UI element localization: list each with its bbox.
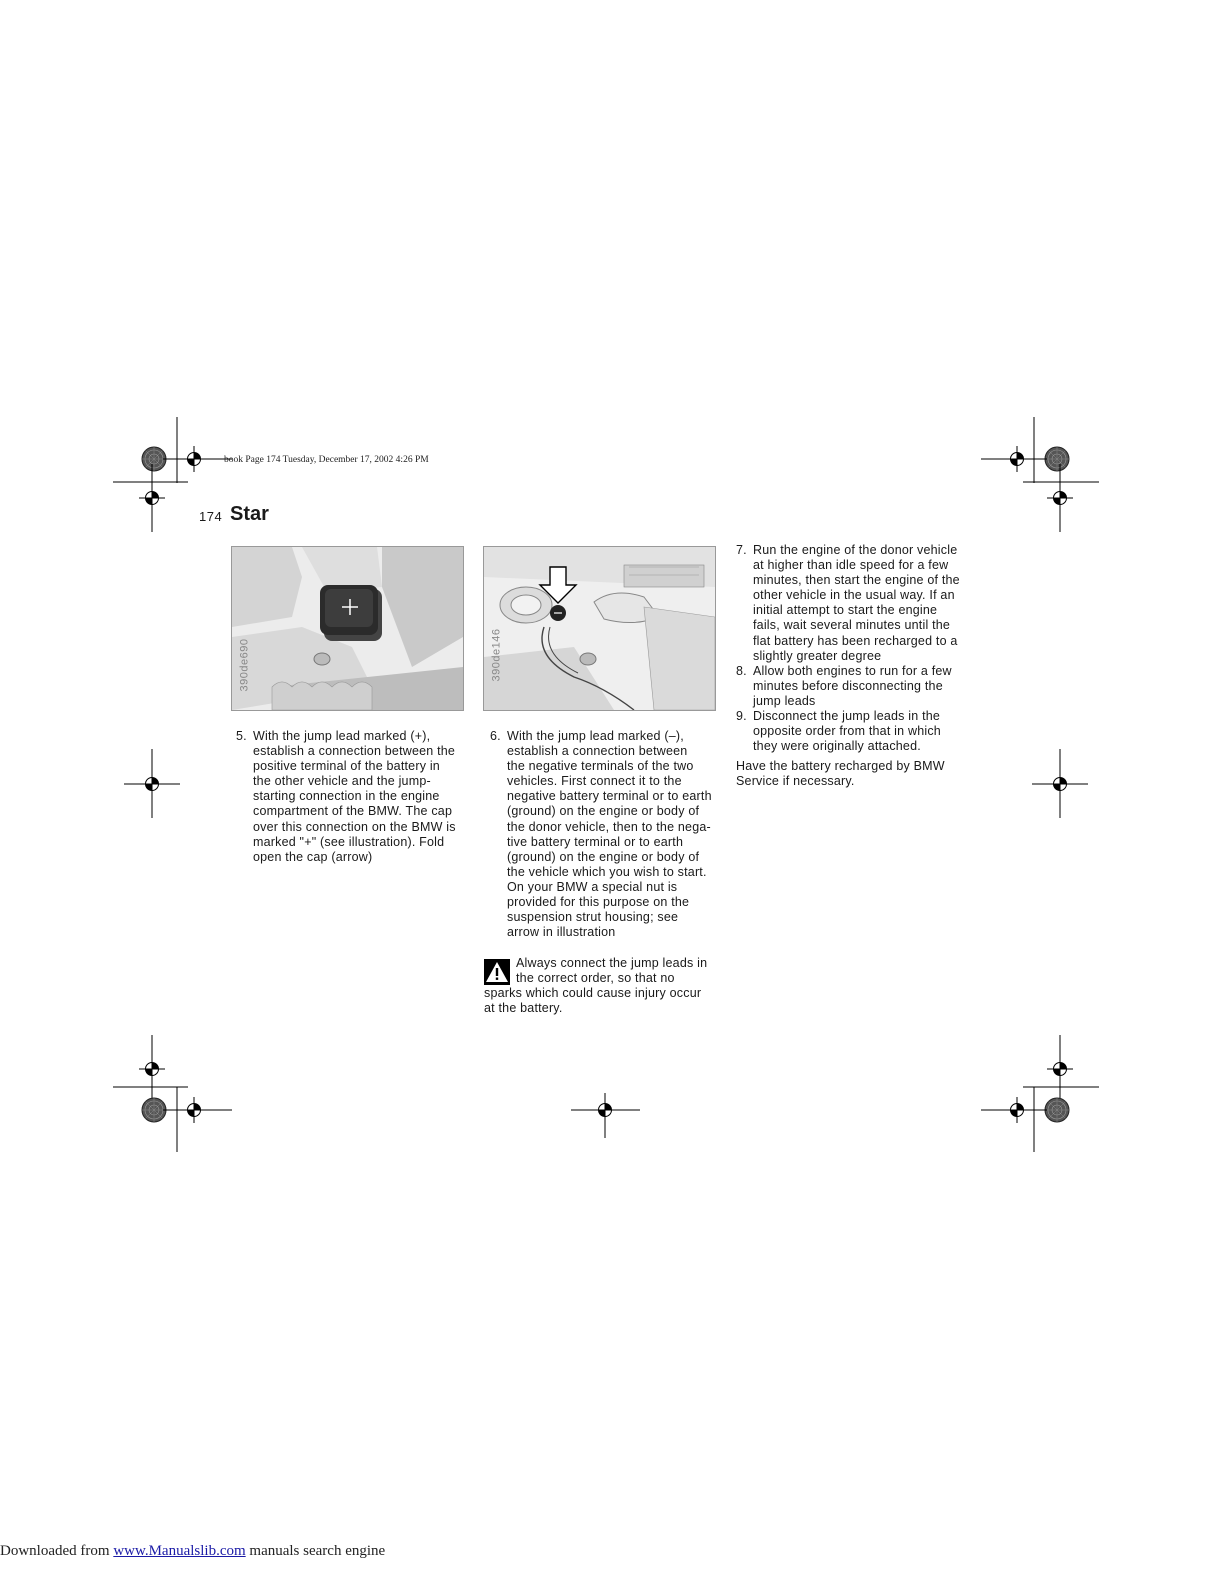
warning-note xyxy=(484,956,729,1016)
text-line: positive terminal of the battery in xyxy=(253,759,440,774)
text-line: suspension strut housing; see xyxy=(507,910,679,925)
manualslib-link[interactable]: www.Manualslib.com xyxy=(113,1543,246,1559)
text-line: over this connection on the BMW is xyxy=(253,819,456,834)
text-line: tive battery terminal or to earth xyxy=(507,834,684,849)
text-line: the other vehicle and the jump- xyxy=(253,774,431,789)
figure-code: 390de146 xyxy=(490,628,503,682)
positive-terminal-illustration xyxy=(232,547,463,710)
middle-column xyxy=(490,729,730,940)
text-line: opposite order from that in which xyxy=(753,724,941,739)
list-item xyxy=(736,709,986,754)
closing-paragraph xyxy=(736,759,986,789)
list-text xyxy=(753,543,986,664)
text-line: (ground) on the engine or body of xyxy=(507,849,700,864)
text-line: open the cap (arrow) xyxy=(253,849,373,864)
list-text xyxy=(753,709,986,754)
text-line: vehicles. First connect it to the xyxy=(507,774,682,789)
figure-positive-terminal xyxy=(231,546,464,711)
list-number: 9. xyxy=(736,709,747,724)
list-item xyxy=(736,543,986,664)
text-line: Disconnect the jump leads in the xyxy=(753,709,941,724)
page-number: 174 xyxy=(199,509,223,524)
text-line: at higher than idle speed for a few xyxy=(753,558,949,573)
text-line: With the jump lead marked (–), xyxy=(507,729,684,743)
text-line: marked "+" (see illustration). Fold xyxy=(253,834,445,849)
footer xyxy=(0,1543,385,1560)
text-line: With the jump lead marked (+), xyxy=(253,729,431,743)
text-line: Have the battery recharged by BMW xyxy=(736,759,945,774)
text-line: they were originally attached. xyxy=(753,739,921,754)
text-line: establish a connection between the xyxy=(253,744,456,759)
text-line: negative battery terminal or to earth xyxy=(507,789,712,804)
figure-negative-nut xyxy=(483,546,716,711)
text-line: at the battery. xyxy=(484,1001,563,1016)
text-line: the donor vehicle, then to the nega- xyxy=(507,819,711,834)
text-line: fails, wait several minutes until the xyxy=(753,618,951,633)
text-line: the correct order, so that no xyxy=(516,971,675,986)
text-line: minutes before disconnecting the xyxy=(753,678,943,693)
figure-code: 390de690 xyxy=(238,638,251,692)
text-line: flat battery has been recharged to a xyxy=(753,633,958,648)
text-line: slightly greater degree xyxy=(753,648,882,663)
text-line: Service if necessary. xyxy=(736,774,855,789)
list-text xyxy=(753,664,986,709)
text-line: the negative terminals of the two xyxy=(507,759,694,774)
list-item xyxy=(236,729,476,865)
text-line: starting connection in the engine xyxy=(253,789,440,804)
text-line: the vehicle which you wish to start. xyxy=(507,864,707,879)
list-item xyxy=(490,729,730,940)
list-item xyxy=(736,664,986,709)
text-line: Always connect the jump leads in xyxy=(516,956,708,970)
text-line: jump leads xyxy=(753,693,816,708)
text-line: provided for this purpose on the xyxy=(507,895,690,910)
text-line: other vehicle in the usual way. If an xyxy=(753,588,955,603)
text-line: establish a connection between xyxy=(507,744,688,759)
text-line: On your BMW a special nut is xyxy=(507,879,678,894)
left-column xyxy=(236,729,476,865)
text-line: (ground) on the engine or body of xyxy=(507,804,700,819)
text-line: initial attempt to start the engine xyxy=(753,603,938,618)
text-line: sparks which could cause injury occur xyxy=(484,986,702,1001)
text-line: Allow both engines to run for a few xyxy=(753,663,952,678)
list-number: 7. xyxy=(736,543,747,557)
right-column xyxy=(736,543,986,790)
text-line: Run the engine of the donor vehicle xyxy=(753,543,958,557)
negative-nut-illustration xyxy=(484,547,715,710)
footer-suffix: manuals search engine xyxy=(245,1543,386,1559)
text-line: minutes, then start the engine of the xyxy=(753,573,960,588)
list-number: 5. xyxy=(236,729,247,743)
print-slug: book Page 174 Tuesday, December 17, 2002 4:26 PM xyxy=(224,455,429,465)
list-text xyxy=(253,729,476,865)
text-line: compartment of the BMW. The cap xyxy=(253,804,453,819)
page-title: Star xyxy=(230,503,269,525)
footer-prefix: Downloaded from xyxy=(0,1543,114,1559)
list-number: 6. xyxy=(490,729,501,743)
list-number: 8. xyxy=(736,663,747,678)
list-text xyxy=(507,729,730,940)
text-line: arrow in illustration xyxy=(507,925,616,940)
warning-triangle-icon xyxy=(484,959,510,985)
